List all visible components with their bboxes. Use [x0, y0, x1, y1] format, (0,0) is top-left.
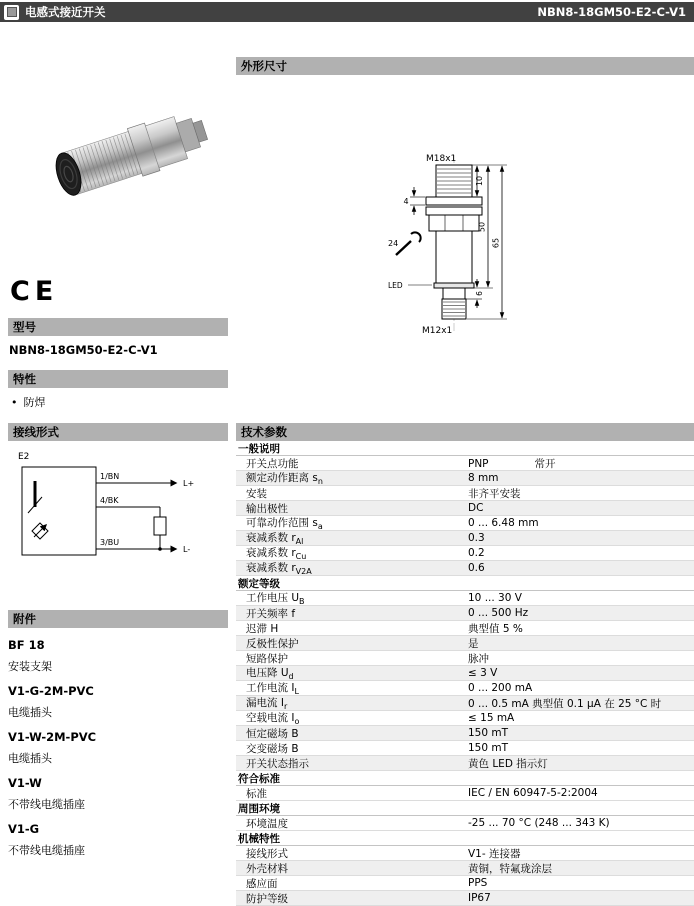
tech-section-header [236, 801, 694, 816]
tech-row-label: 标准 [246, 787, 267, 800]
tech-row [236, 561, 694, 576]
tech-section-title: 机械特性 [238, 832, 280, 845]
tech-row [236, 651, 694, 666]
tech-row-value: 典型值 5 % [468, 622, 523, 635]
tech-row [236, 636, 694, 651]
tech-row [236, 741, 694, 756]
accessory-description: 安装支架 [8, 660, 52, 673]
tech-row [236, 711, 694, 726]
accessory-name: V1-W-2M-PVC [8, 730, 97, 744]
tech-row [236, 681, 694, 696]
tech-row-value: PNP 常开 [468, 457, 556, 470]
tech-row [236, 621, 694, 636]
tech-section-header [236, 771, 694, 786]
bullet-icon: • [11, 396, 18, 409]
tech-row [236, 891, 694, 906]
tech-row [236, 666, 694, 681]
wiring-lminus-label: L- [183, 545, 191, 554]
wiring-lplus-label: L+ [183, 479, 195, 488]
wiring-pin3-label: 3/BU [100, 538, 120, 547]
tech-row [236, 516, 694, 531]
tech-row [236, 501, 694, 516]
section-bar-connection: 接线形式 [8, 423, 228, 441]
top-header-bar [0, 2, 694, 22]
accessory-description: 电缆插头 [8, 752, 52, 765]
product-icon [4, 5, 19, 20]
tech-row-label: 电压降 $U_d$ [246, 666, 294, 682]
wiring-diagram-image [8, 445, 218, 595]
tech-row-label: 交变磁场 B [246, 742, 299, 755]
left-column [8, 40, 228, 858]
tech-row-value: 非齐平安装 [468, 487, 521, 500]
ce-mark: CE [10, 276, 59, 307]
model-value: NBN8-18GM50-E2-C-V1 [9, 343, 158, 357]
wiring-pin2-label: 4/BK [100, 496, 119, 505]
right-column [236, 57, 694, 906]
dim-thread-top-label: M18x1 [426, 154, 457, 164]
tech-row-label: 开关点功能 [246, 457, 299, 470]
tech-row-label: 恒定磁场 B [246, 727, 299, 740]
wiring-variant-label: E2 [18, 452, 30, 462]
tech-row [236, 486, 694, 501]
tech-row-label: 输出极性 [246, 502, 288, 515]
dim-50-label: 50 [477, 221, 487, 233]
tech-row [236, 546, 694, 561]
product-family-title: 电感式接近开关 [25, 5, 106, 19]
tech-row-value: 150 mT [468, 727, 509, 739]
tech-row-value: 黄铜，特氟珑涂层 [468, 862, 552, 875]
tech-row-value: IP67 [468, 892, 491, 904]
tech-row-value: 0 ... 500 Hz [468, 607, 529, 619]
accessory-description: 不带线电缆插座 [8, 798, 85, 811]
wiring-pin1-label: 1/BN [100, 472, 120, 481]
tech-row [236, 876, 694, 891]
feature-list [8, 388, 228, 412]
technical-data-table [236, 441, 694, 906]
product-photo-image [8, 40, 228, 270]
product-icon-glyph [7, 7, 17, 17]
tech-row [236, 816, 694, 831]
tech-row-label: 环境温度 [246, 817, 288, 830]
tech-section-header [236, 576, 694, 591]
tech-row-label: 额定动作距离 $s_n$ [246, 471, 323, 487]
tech-section-title: 一般说明 [238, 442, 280, 455]
dimension-drawing [236, 75, 694, 423]
tech-row [236, 591, 694, 606]
tech-row [236, 846, 694, 861]
section-bar-accessories: 附件 [8, 610, 228, 628]
tech-row-value: 0 ... 6.48 mm [468, 517, 539, 529]
tech-row [236, 861, 694, 876]
section-bar-dimensions: 外形尺寸 [236, 57, 694, 75]
tech-row-label: 工作电流 $I_L$ [246, 681, 299, 697]
tech-row-label: 外壳材料 [246, 862, 288, 875]
tech-section-header [236, 441, 694, 456]
dim-4-label: 4 [403, 197, 409, 206]
tech-row-value: 0.2 [468, 547, 485, 559]
tech-row [236, 696, 694, 711]
tech-row-label: 迟滞 H [246, 622, 279, 635]
feature-item [8, 388, 228, 412]
dim-24-label: 24 [388, 239, 399, 248]
tech-row-label: 工作电压 $U_B$ [246, 591, 305, 607]
tech-section-title: 符合标准 [238, 772, 280, 785]
tech-section-header [236, 831, 694, 846]
tech-row-value: 0 ... 200 mA [468, 682, 533, 694]
tech-row [236, 606, 694, 621]
feature-text: 防焊 [23, 396, 46, 409]
tech-row [236, 756, 694, 771]
accessory-name: BF 18 [8, 638, 45, 652]
tech-row-value: ≤ 3 V [468, 667, 498, 679]
tech-row-label: 开关状态指示 [246, 757, 309, 770]
dim-65-label: 65 [491, 237, 501, 249]
product-photo [8, 40, 228, 270]
tech-row-value: 0 ... 0.5 mA 典型值 0.1 μA 在 25 °C 时 [468, 697, 662, 710]
accessory-name: V1-W [8, 776, 42, 790]
accessory-description: 不带线电缆插座 [8, 844, 85, 857]
tech-row-value: 脉冲 [468, 652, 489, 665]
section-bar-technical: 技术参数 [236, 423, 694, 441]
tech-row-value-2: 常开 [534, 457, 556, 470]
tech-row-label: 衰减系数 $r_{V2A}$ [246, 561, 312, 577]
tech-row-label: 短路保护 [246, 652, 288, 665]
tech-row [236, 471, 694, 486]
tech-row-label: 反极性保护 [246, 637, 299, 650]
section-bar-features: 特性 [8, 370, 228, 388]
tech-row-value: 10 ... 30 V [468, 592, 522, 604]
tech-row-label: 接线形式 [246, 847, 288, 860]
dim-thread-bottom-label: M12x1 [422, 326, 453, 336]
tech-row-value: V1- 连接器 [468, 847, 521, 860]
tech-row-label: 漏电流 $I_r$ [246, 696, 288, 712]
accessories-list [8, 638, 228, 858]
load-symbol [154, 517, 166, 535]
tech-section-title: 周围环境 [238, 802, 280, 815]
section-bar-model: 型号 [8, 318, 228, 336]
tech-row-label: 防护等级 [246, 892, 288, 905]
tech-row-value: 黄色 LED 指示灯 [468, 757, 548, 770]
tech-row-value: 是 [468, 637, 479, 650]
tech-row [236, 531, 694, 546]
tech-row-label: 衰减系数 $r_{Al}$ [246, 531, 304, 547]
tech-row-label: 感应面 [246, 877, 278, 890]
accessory-name: V1-G [8, 822, 40, 836]
tech-row [236, 726, 694, 741]
tech-row-value: 150 mT [468, 742, 509, 754]
dimension-drawing-image [236, 75, 694, 423]
tech-row-label: 可靠动作范围 $s_a$ [246, 516, 323, 532]
tech-row-value: -25 ... 70 °C (248 ... 343 K) [468, 817, 610, 829]
tech-row-value: 8 mm [468, 472, 499, 484]
dim-10-label: 10 [475, 175, 484, 187]
dim-6-label: 6 [475, 291, 484, 296]
header-model-number: NBN8-18GM50-E2-C-V1 [537, 5, 686, 19]
tech-row-value: 0.6 [468, 562, 485, 574]
accessory-description: 电缆插头 [8, 706, 52, 719]
tech-row-label: 开关频率 f [246, 607, 296, 620]
tech-row-label: 安装 [246, 487, 267, 500]
tech-row-value: ≤ 15 mA [468, 712, 515, 724]
tech-row [236, 456, 694, 471]
tech-row-value: DC [468, 502, 484, 514]
led-label: LED [388, 281, 403, 290]
tech-row-label: 空载电流 $I_o$ [246, 711, 300, 727]
accessory-name: V1-G-2M-PVC [8, 684, 94, 698]
tech-row-value: PPS [468, 877, 488, 889]
wiring-diagram [8, 445, 228, 599]
tech-row-value: 0.3 [468, 532, 485, 544]
tech-row-label: 衰减系数 $r_{Cu}$ [246, 546, 307, 562]
tech-row [236, 786, 694, 801]
tech-section-title: 额定等级 [238, 577, 280, 590]
tech-row-value: IEC / EN 60947-5-2:2004 [468, 787, 598, 799]
